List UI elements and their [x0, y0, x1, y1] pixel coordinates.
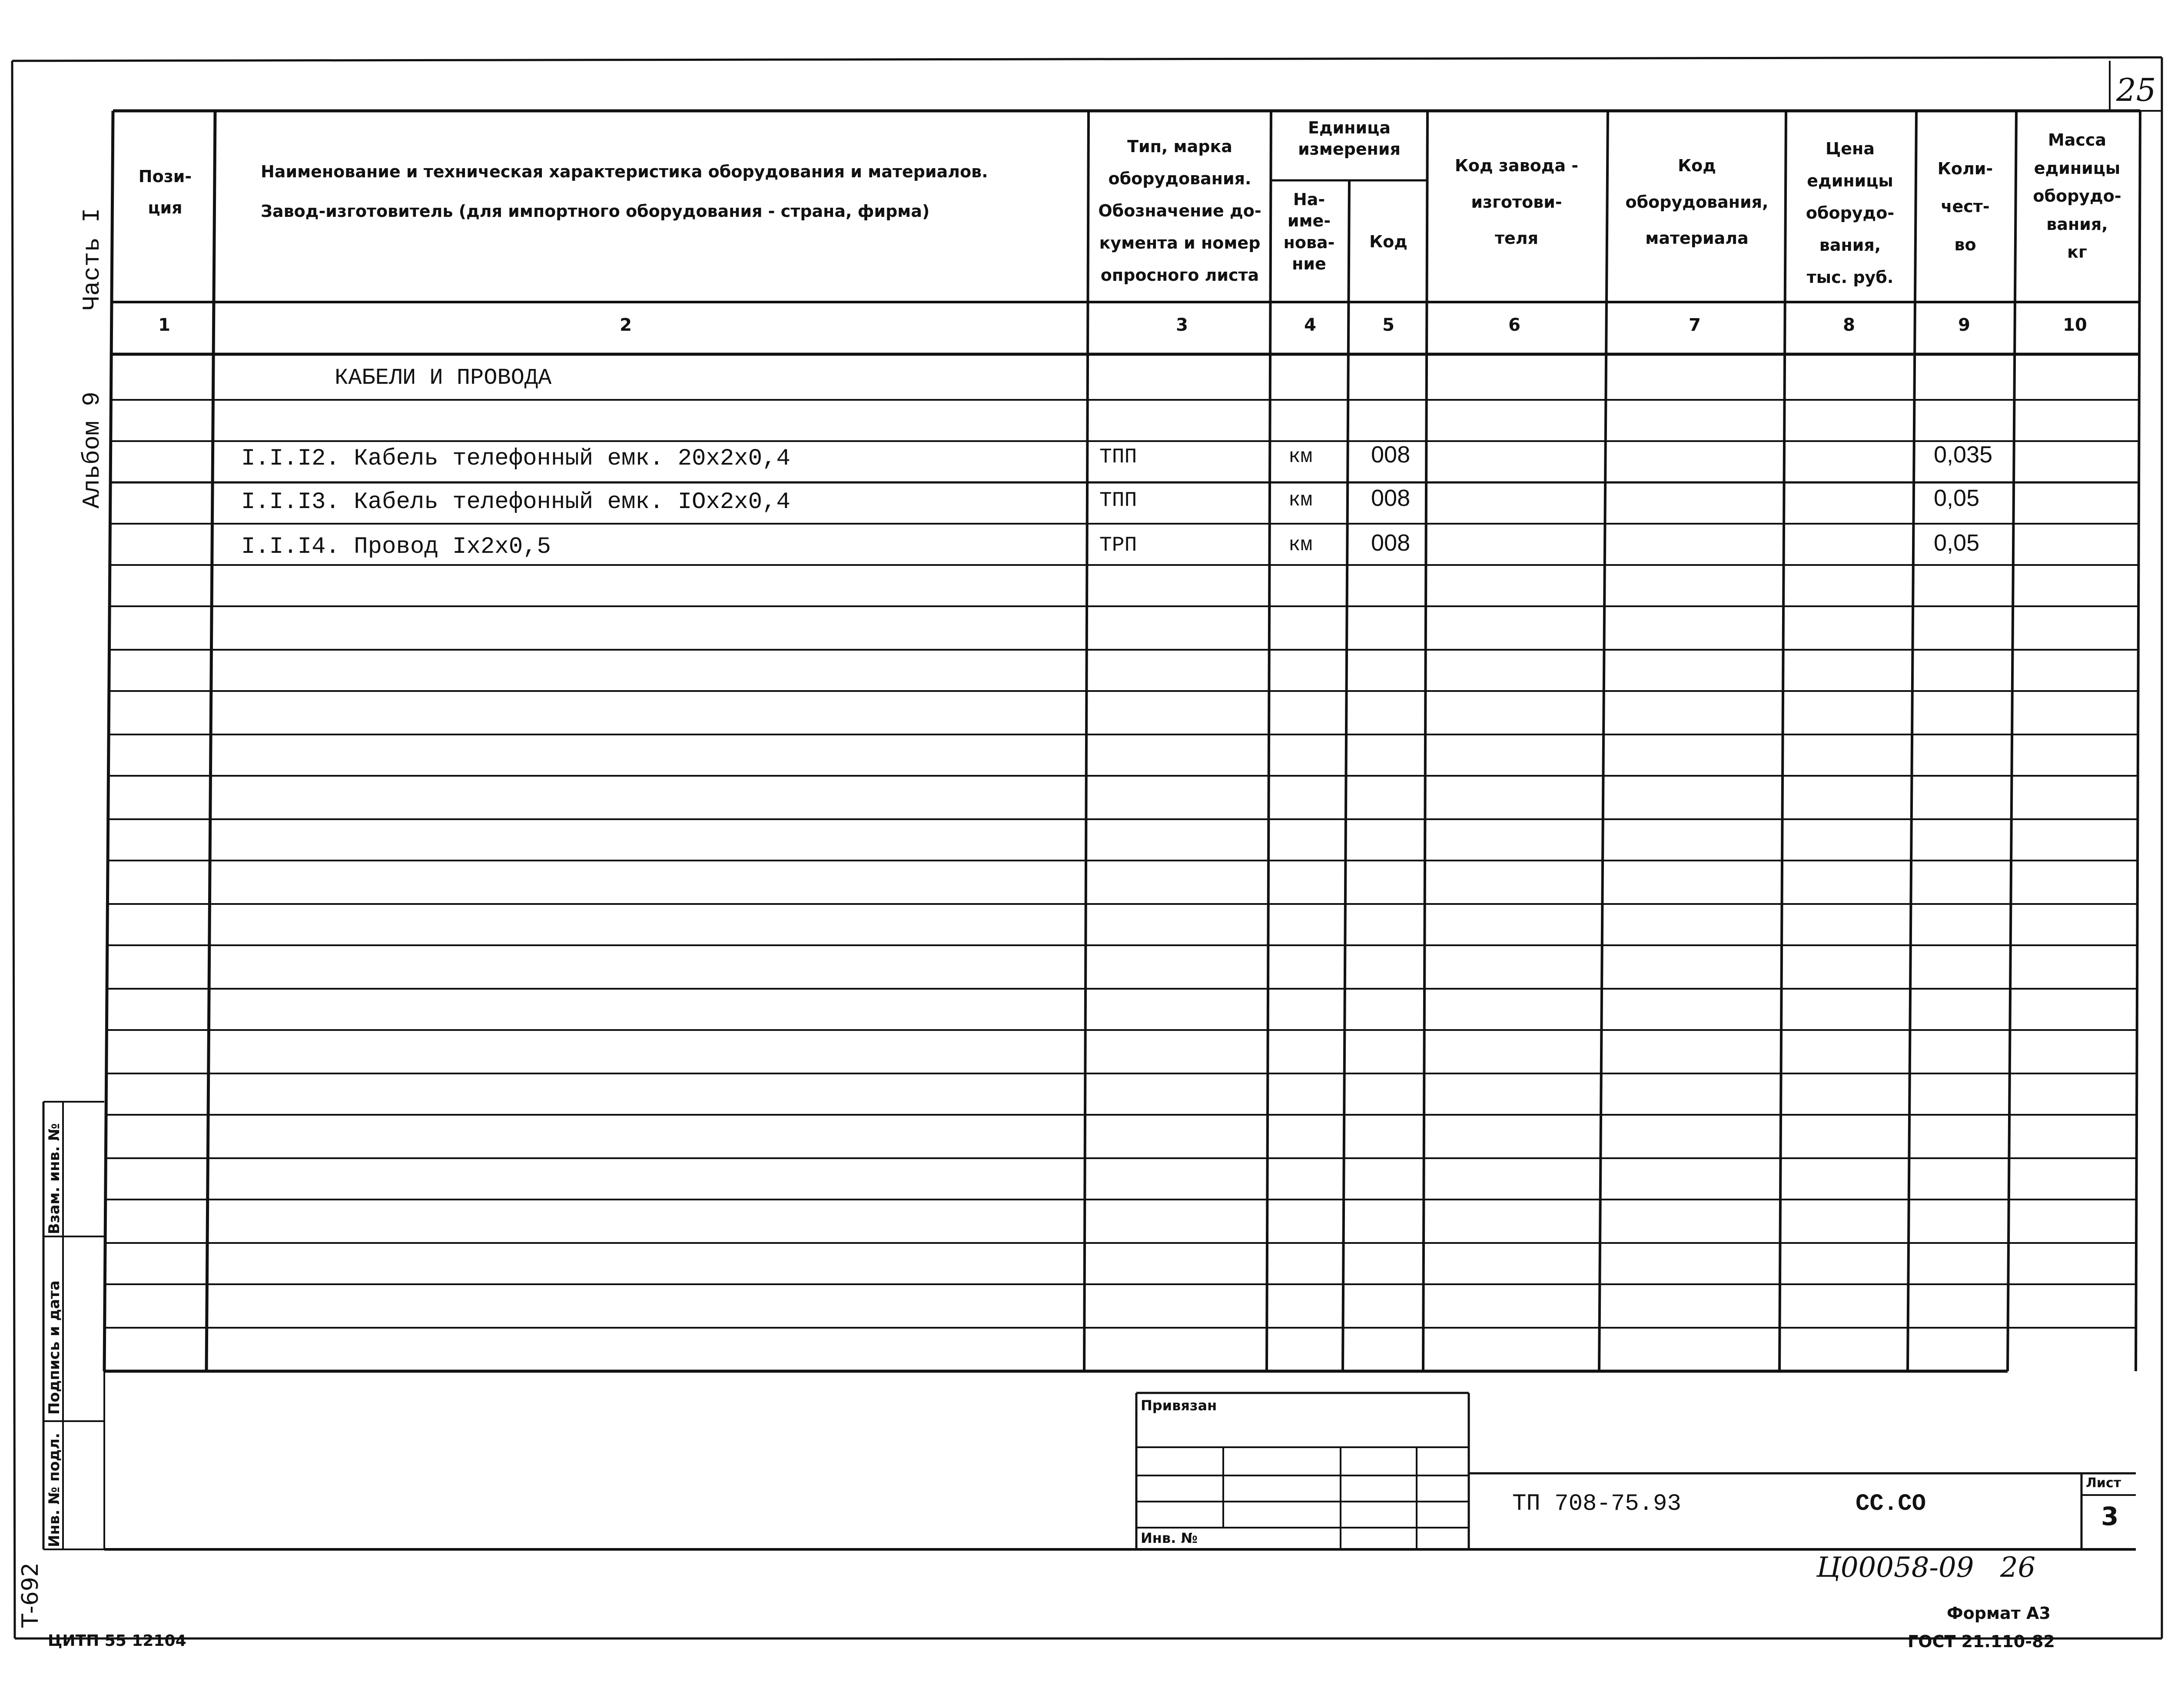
gost-label: ГОСТ 21.110-82 — [1908, 1632, 2055, 1651]
row-3-qty: 0,05 — [1934, 530, 1980, 556]
stamp-inv-no: Инв. № — [1141, 1530, 1198, 1546]
handwritten-number: Ц00058-09 26 — [1816, 1552, 2036, 1584]
col-number-7: 7 — [1689, 315, 1701, 335]
col-number-2: 2 — [620, 315, 632, 335]
col-number-5: 5 — [1382, 315, 1394, 335]
title-sheet-label: Лист — [2086, 1475, 2121, 1491]
col-number-10: 10 — [2063, 315, 2087, 335]
col-number-6: 6 — [1508, 315, 1520, 335]
section-title: КАБЕЛИ И ПРОВОДА — [335, 365, 552, 391]
row-2-code: 008 — [1371, 485, 1411, 511]
title-doc-code: ТП 708-75.93 — [1512, 1491, 1681, 1517]
part-text: Часть I — [78, 208, 106, 310]
left-vertical-code: Т-692 — [17, 1562, 43, 1628]
header-col9: Коли- чест- во — [1937, 159, 1993, 254]
row-1-code: 008 — [1371, 442, 1411, 468]
side-stamp-signature-date: Подпись и дата — [46, 1280, 63, 1415]
page-corner-number: 25 — [2116, 72, 2156, 108]
header-col5: Код — [1369, 232, 1407, 251]
row-2-name: I.I.I3. Кабель телефонный емк. IOх2х0,4 — [241, 489, 790, 515]
header-col4: На- име- нова- ние — [1283, 190, 1335, 274]
format-label: Формат А3 — [1947, 1604, 2051, 1623]
header-col2: Наименование и техническая характеристика оборудования и материалов. Завод-изготовитель (для импортного оборудования - страна, фирма) — [261, 162, 988, 221]
stamp-privyazan: Привязан — [1141, 1397, 1217, 1414]
col-number-1: 1 — [158, 315, 170, 335]
row-3-type: ТРП — [1099, 534, 1137, 557]
title-sheet-number: 3 — [2101, 1502, 2119, 1531]
row-1-unit: км — [1288, 445, 1313, 468]
header-col3: Тип, марка оборудования. Обозначение до- кумента и номер опросного листа — [1098, 137, 1261, 285]
row-1-name: I.I.I2. Кабель телефонный емк. 20х2х0,4 — [241, 445, 790, 472]
col-number-3: 3 — [1176, 315, 1188, 335]
header-unit: Единица измерения — [1298, 118, 1401, 159]
row-3-name: I.I.I4. Провод Iх2х0,5 — [241, 534, 551, 560]
header-col6: Код завода - изготови- теля — [1454, 156, 1579, 248]
col-number-4: 4 — [1304, 315, 1316, 335]
col-number-8: 8 — [1843, 315, 1855, 335]
col-number-9: 9 — [1958, 315, 1970, 335]
row-1-type: ТПП — [1099, 445, 1137, 469]
row-2-qty: 0,05 — [1934, 485, 1980, 511]
row-2-unit: км — [1288, 489, 1313, 512]
row-2-type: ТПП — [1099, 489, 1137, 512]
row-1-qty: 0,035 — [1934, 442, 1993, 468]
side-stamp-replace-inv: Взам. инв. № — [46, 1123, 63, 1234]
header-col7: Код оборудования, материала — [1625, 156, 1769, 248]
header-col8: Цена единицы оборудо- вания, тыс. руб. — [1806, 139, 1895, 287]
header-col1: Пози- ция — [138, 167, 192, 218]
side-album-label — [78, 208, 106, 508]
row-3-code: 008 — [1371, 530, 1411, 556]
bottom-left-code: ЦИТП 55 12104 — [48, 1632, 186, 1650]
side-stamp-original-inv: Инв. № подл. — [46, 1432, 63, 1547]
title-mark: СС.СО — [1856, 1491, 1926, 1517]
header-col10: Масса единицы оборудо- вания, кг — [2033, 130, 2121, 262]
row-3-unit: км — [1288, 534, 1313, 556]
album-text: Альбом 9 — [78, 392, 106, 508]
